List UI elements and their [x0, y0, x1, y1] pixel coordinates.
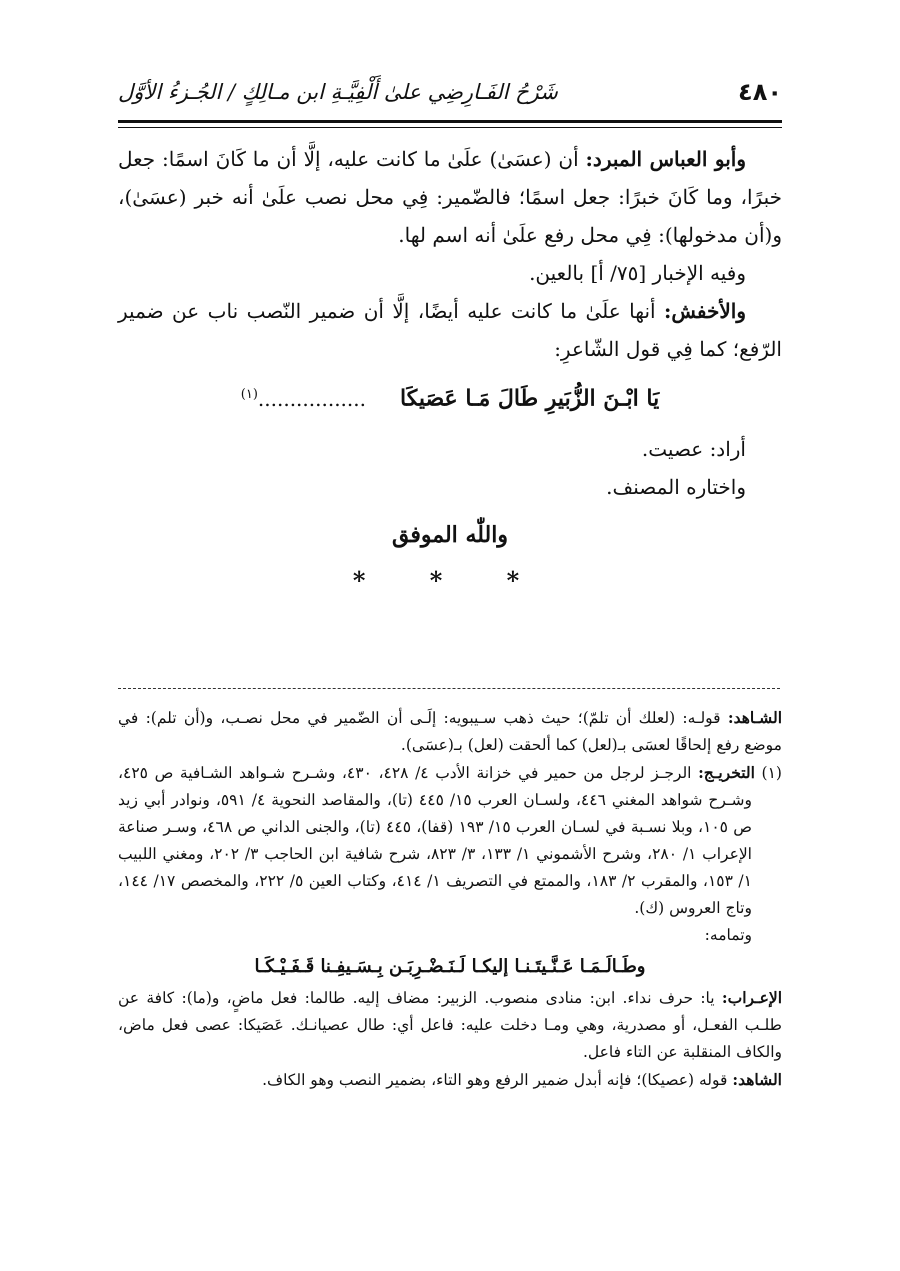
footnote-text: قولـه: (لعلك أن تلمّ)؛ حيث ذهب سـيبويه: إلَـى أن الضّمير في محل نصـب، و(أن تلم): في موضع رفع إلحاقًا لعسَى بـ(لعل) كما ألحقت (لعل) بـ(عسَى). — [118, 709, 782, 754]
verse-dots: ................. — [257, 386, 366, 411]
paragraph-body: أنها علَىٰ ما كانت عليه أيضًا، إلَّا أن ضمير النّصب ناب عن ضمير الرّفع؛ كما فِي قول الشّاعرِ: — [118, 299, 782, 361]
footnote-irab — [118, 984, 782, 1066]
paragraph-ikhtarahu: واختاره المصنف. — [606, 474, 746, 499]
paragraph-body: أن (عسَىٰ) علَىٰ ما كانت عليه، إلَّا أن ما كَانَ اسمًا: جعل خبرًا، وما كَانَ خبرًا: جعل اسمًا؛ فالضّمير: فِي محل نصب علَىٰ أنه خبر (عسَىٰ)، و(أن مدخولها): فِي محل رفع علَىٰ أنه اسم لها. — [118, 147, 782, 247]
footnote-separator — [118, 688, 780, 689]
footnotes — [118, 704, 782, 1094]
page-number: ٤٨٠ — [738, 78, 782, 106]
paragraph-arad: أراد: عصيت. — [641, 436, 746, 461]
section-divider-stars: * * * — [352, 565, 548, 595]
footnote-1 — [118, 759, 782, 922]
header-rule — [118, 120, 782, 123]
poetry-verse — [118, 376, 782, 418]
footnote-label: الشاهد: — [732, 1070, 782, 1089]
footnote-shahid — [118, 704, 782, 759]
footnote-text: يا: حرف نداء. ابن: منادى منصوب. الزبير: مضاف إليه. طالما: فعل ماضٍ، و(ما): كافة عن طلـب الفعـل، أو مصدرية، وهي ومـا دخلت عليه: فاعل أي: طال عصيانـك. عَصَيكا: عصى فعل ماض، والكاف المنقلبة عن التاء فاعل. — [118, 989, 782, 1061]
paragraph-akhfash — [118, 292, 782, 368]
footnote-text: قوله (عصيكا)؛ فإنه أبدل ضمير الرفع وهو التاء، بضمير النصب وهو الكاف. — [262, 1071, 733, 1089]
paragraph-lead: وأبو العباس المبرد: — [585, 147, 747, 171]
running-title: شَرْحُ الفَـارِضِي علىٰ أَلْفِيَّـةِ ابن مـالِكٍ / الجُـزءُ الأوَّل — [118, 80, 558, 104]
footnote-label: الشـاهد: — [727, 708, 782, 727]
footnote-tamamuh: وتمامه: — [704, 926, 752, 944]
paragraph-lead: والأخفش: — [664, 299, 746, 323]
footnote-text: الرجـز لرجل من حمير في خزانة الأدب ٤/ ٤٢٨، ٤٣٠، وشـرح شـواهد الشـافية ص ٤٢٥، وشـرح شواهد المغني ٤٤٦، ولسـان العرب ١٥/ ٤٤٥ (تا)، والمقاصد النحوية ٤/ ٥٩١، ونوادر أبي زيد ص ١٠٥، وبلا نسـبة في لسـان العرب ١٥/ ١٩٣ (قفا)، ٤٤٥ (تا)، والجنى الداني ص ٤٦٨، وسـر صناعة الإعراب ١/ ٢٨٠، وشرح الأشموني ١/ ١٣٣، ٣/ ٨٢٣، شرح شافية ابن الحاجب ٣/ ٢٠٢، ومغني اللبيب ١/ ١٥٣، والمقرب ٢/ ١٨٣، والممتع في التصريف ١/ ٤١٤، وكتاب العين ٥/ ٢٢٢، والمخصص ١٧/ ١٤٤، وتاج العروس (ك). — [118, 764, 752, 917]
paragraph-ikhbar: وفيه الإخبار [٧٥/ أ] بالعين. — [529, 261, 746, 285]
paragraph-mubarrad — [118, 140, 782, 254]
footnote-reference: (١) — [240, 387, 258, 402]
main-text — [118, 140, 782, 600]
header-rule-thin — [118, 127, 782, 128]
footnote-label: التخريـج: — [698, 763, 755, 782]
footnote-number: (١) — [761, 764, 782, 782]
page-header — [118, 78, 782, 120]
verse-hemistich: يَا ابْـنَ الزُّبَيرِ طَالَ مَـا عَصَيكَا — [399, 385, 660, 412]
footnote-shahid-2 — [118, 1066, 782, 1094]
closing-phrase: واللّٰه الموفق — [392, 521, 508, 548]
footnote-verse: وطَـالَـمَـا عَـنَّـيتَـنـا إليكـا لَـنَـضْـرِبَـن بِـسَـيفِـنا قَـفَـيْـكَـا — [254, 956, 646, 977]
footnote-label: الإعـراب: — [721, 988, 782, 1007]
